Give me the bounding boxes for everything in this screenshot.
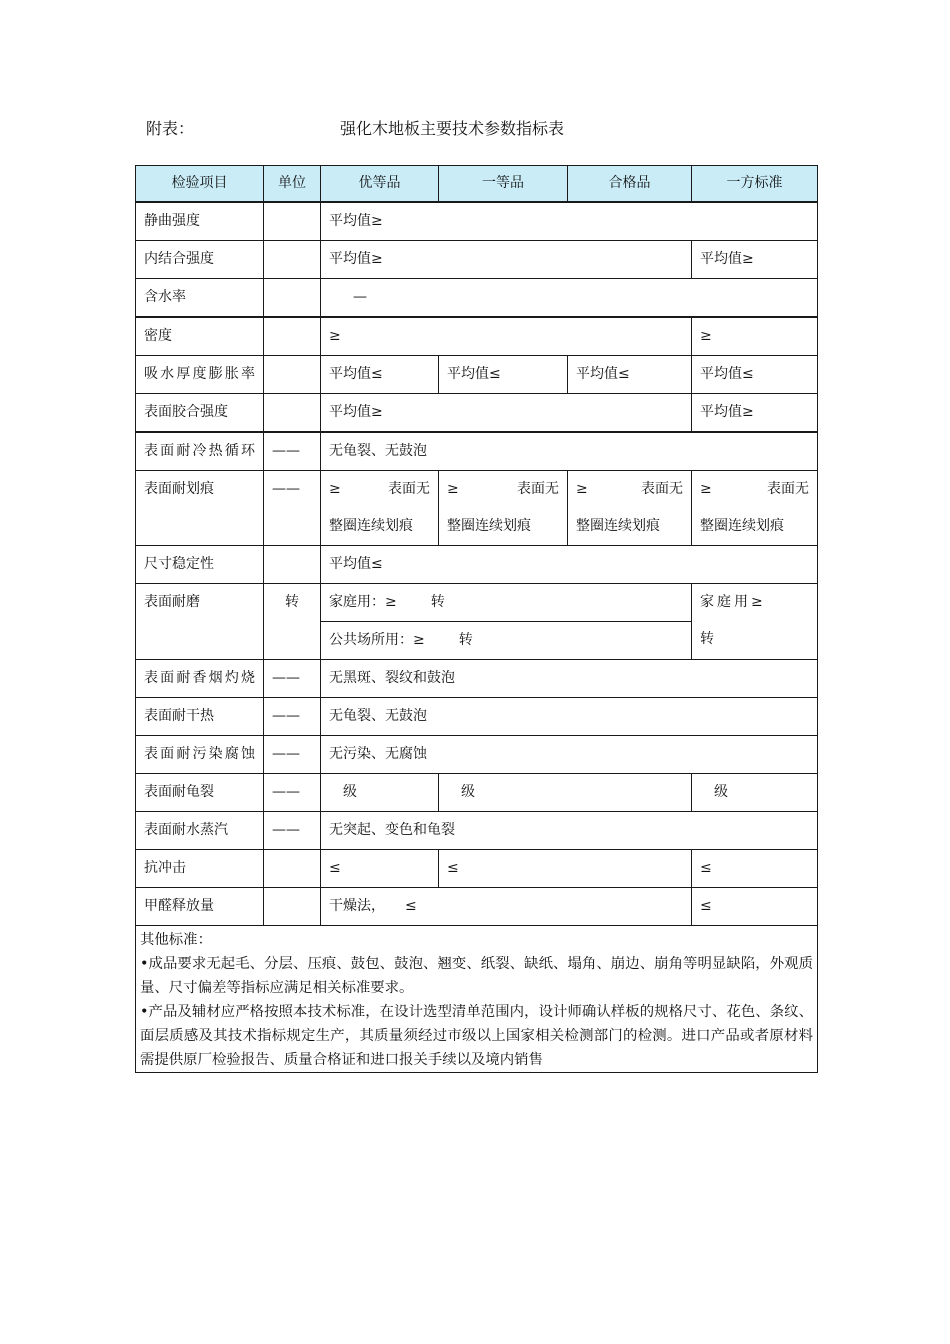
unit-cell (264, 317, 321, 356)
table-row (136, 432, 818, 471)
item-cell: 表面胶合强度 (136, 394, 264, 433)
unit-cell: 转 (264, 584, 321, 660)
table-row (136, 394, 818, 433)
table-row (136, 812, 818, 850)
notes-paragraph: •成品要求无起毛、分层、压痕、鼓包、鼓泡、翘变、纸裂、缺纸、塌角、崩边、崩角等明显缺陷，外观质量、尺寸偏差等指标应满足相关标准要求。 (140, 956, 813, 996)
table-header-row (136, 166, 818, 203)
unit-cell (264, 888, 321, 926)
value-cell: 无突起、变色和龟裂 (321, 812, 818, 850)
table-row (136, 471, 818, 546)
item-cell: 抗冲击 (136, 850, 264, 888)
unit-cell (264, 394, 321, 433)
value-cell: ≥ 表面无 整圈连续划痕 (321, 471, 439, 546)
item-cell: 表面耐污染腐蚀 (136, 736, 264, 774)
standard-cell: ≥ (692, 317, 818, 356)
value-cell: 干燥法， ≤ (321, 888, 692, 926)
item-cell: 密度 (136, 317, 264, 356)
value-cell: 平均值≥ (321, 202, 818, 241)
table-row (136, 850, 818, 888)
col-header: 单位 (264, 166, 321, 203)
page-title: 强化木地板主要技术参数指标表 (340, 119, 565, 138)
table-row (136, 736, 818, 774)
item-cell: 表面耐冷热循环 (136, 432, 264, 471)
item-cell: 尺寸稳定性 (136, 546, 264, 584)
value-cell: 平均值≤ (321, 546, 818, 584)
value-cell: 级 (439, 774, 692, 812)
notes-cell (136, 926, 818, 1073)
unit-cell (264, 850, 321, 888)
col-header: 优等品 (321, 166, 439, 203)
standard-cell: ≥ 表面无 整圈连续划痕 (692, 471, 818, 546)
unit-cell: —— (264, 660, 321, 698)
table-row (136, 660, 818, 698)
item-cell: 表面耐水蒸汽 (136, 812, 264, 850)
standard-cell: 平均值≥ (692, 394, 818, 433)
col-header: 合格品 (568, 166, 692, 203)
unit-cell: —— (264, 812, 321, 850)
value-cell: 家庭用：≥ 转 公共场所用：≥ 转 (321, 584, 692, 660)
value-cell: 无龟裂、无鼓泡 (321, 698, 818, 736)
standard-cell: ≤ (692, 888, 818, 926)
table-row (136, 698, 818, 736)
col-header: 一方标准 (692, 166, 818, 203)
item-cell: 表面耐划痕 (136, 471, 264, 546)
value-cell: 平均值≤ (439, 356, 568, 394)
item-cell: 表面耐香烟灼烧 (136, 660, 264, 698)
value-cell: ≥ (321, 317, 692, 356)
header-prefix: 附表： (146, 119, 195, 138)
unit-cell: —— (264, 774, 321, 812)
value-cell: ≥ 表面无 整圈连续划痕 (439, 471, 568, 546)
unit-cell: —— (264, 736, 321, 774)
unit-cell: —— (264, 698, 321, 736)
unit-cell: —— (264, 432, 321, 471)
standard-cell: ≤ (692, 850, 818, 888)
item-cell: 吸水厚度膨胀率 (136, 356, 264, 394)
table-row (136, 356, 818, 394)
item-cell: 甲醛释放量 (136, 888, 264, 926)
value-cell: ≥ 表面无 整圈连续划痕 (568, 471, 692, 546)
standard-cell: 家庭用≥ 转 (692, 584, 818, 660)
value-cell: — (321, 279, 818, 318)
unit-cell (264, 546, 321, 584)
table-row (136, 546, 818, 584)
item-cell: 内结合强度 (136, 241, 264, 279)
unit-cell (264, 241, 321, 279)
value-cell: ≤ (321, 850, 439, 888)
page-header (146, 116, 846, 140)
table-row (136, 317, 818, 356)
item-cell: 表面耐龟裂 (136, 774, 264, 812)
standard-cell: 级 (692, 774, 818, 812)
notes-paragraph: •产品及辅材应严格按照本技术标准，在设计选型清单范围内，设计师确认样板的规格尺寸、花色、条纹、面层质感及其技术指标规定生产，其质量须经过市级以上国家相关检测部门的检测。进口产品或者原材料需提供原厂检验报告、质量合格证和进口报关手续以及境内销售 (140, 1004, 813, 1068)
standard-cell: 平均值≥ (692, 241, 818, 279)
item-cell: 静曲强度 (136, 202, 264, 241)
unit-cell (264, 202, 321, 241)
col-header: 一等品 (439, 166, 568, 203)
table-row (136, 584, 818, 660)
value-cell: 平均值≤ (568, 356, 692, 394)
standard-cell: 平均值≤ (692, 356, 818, 394)
value-cell: 平均值≤ (321, 356, 439, 394)
value-cell: 平均值≥ (321, 394, 692, 433)
value-cell: 无黑斑、裂纹和鼓泡 (321, 660, 818, 698)
notes-title: 其他标准： (140, 932, 212, 948)
item-cell: 表面耐磨 (136, 584, 264, 660)
unit-cell (264, 356, 321, 394)
value-cell: 无污染、无腐蚀 (321, 736, 818, 774)
table-row (136, 774, 818, 812)
unit-cell (264, 279, 321, 318)
notes-row (136, 926, 818, 1073)
table-row (136, 202, 818, 241)
value-cell: 级 (321, 774, 439, 812)
value-cell: 平均值≥ (321, 241, 692, 279)
col-header: 检验项目 (136, 166, 264, 203)
table-row (136, 241, 818, 279)
unit-cell: —— (264, 471, 321, 546)
value-cell: ≤ (439, 850, 692, 888)
item-cell: 表面耐干热 (136, 698, 264, 736)
table-row (136, 279, 818, 318)
item-cell: 含水率 (136, 279, 264, 318)
value-cell: 无龟裂、无鼓泡 (321, 432, 818, 471)
table-row (136, 888, 818, 926)
spec-table (135, 165, 818, 1073)
